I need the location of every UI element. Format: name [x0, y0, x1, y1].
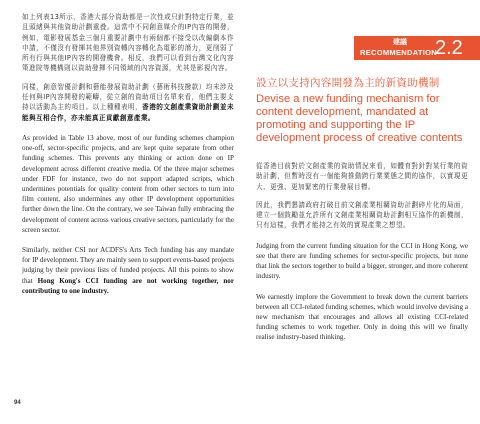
left-en-paragraph-2-bold: Hong Kong's CCI funding are not working together, nor contributing to one industry. [22, 276, 234, 295]
recommendation-label-zh: 建議 [393, 38, 407, 46]
left-en-paragraph-2 [22, 245, 234, 296]
right-en-paragraph-2: We earnestly implore the Government to break down the current barriers between all CCI-related funding schemes, which would involve devising a new mechanism that encourages and allows all existing CCI-related funding schemes to work together. Only in doing this will we finally realise industry-based thinking. [256, 292, 468, 342]
recommendation-label-en: RECOMMENDATION [360, 48, 437, 57]
left-en-paragraph-2-text: Similarly, neither CSI nor ACDFS's Arts Tech funding has any mandate for IP development. They are mainly seen to support events-based projects judging by their previous lists of funded projects. All this points to show that [22, 246, 234, 285]
right-zh-paragraph-1: 從香港目前對於文創產業的資助情況來看，如體育對針對某行業的資助計劃，但暫時沒有一個能夠推動跨行業業態之間的協作，以實現更大、更強、更加緊密的行業發展目標。 [256, 162, 468, 191]
left-zh-paragraph-2 [22, 82, 234, 123]
right-zh-paragraph-2: 因此，我們懇請政府打破目前文創產業相關資助計劃碎片化的局面，建立一個鼓勵並允許所有文創產業相關資助計劃相互協作的新機制，只有這樣，我們才能持之有效的實現產業之想望。 [256, 200, 468, 230]
recommendation-title-en: Devise a new funding mechanism for content development, mandated at promoting and supporting the IP development process of creative contents [256, 93, 463, 144]
left-zh-paragraph-1: 如上列表13所示，香港大部分資助都是一次性或只針對特定行業，並且頭緒與其他資助計劃重叠。這當中不同創意媒介的IP內容的開發，例如，電影發展基金三個月重要計劃中有兩個都不接受以改編劇本作申請，不僅沒有發揮其他界別資轉內容轉化為電影的潛力，更削弱了所有行與其他IP內容的開發機會。相反，我們可以看到台灣文化內容策進院等機構則以資助發揮不同領域的內容資源，尤其是影視內容。 [22, 13, 235, 73]
right-column [256, 38, 468, 343]
left-column [22, 12, 234, 296]
left-en-paragraph-1: As provided in Table 13 above, most of our funding schemes champion one-off, sector-specific projects, and are kept quite separate from other funding schemes. This prevents any thinking or action done on IP development across different creative media. Of the three major schemes under FDF for instance, two do not support adapted scripts, which undermines potentials for quality content from other sectors to turn into film content, also undermines any other IP development opportunities further down the line. On the contrary, we see Taiwan fully embracing the development of content across various creative sectors, particularly for the screen sector. [22, 133, 234, 234]
recommendation-number: 2.2 [435, 37, 463, 59]
left-zh-paragraph-2-bold: 香港的文創產業資助計劃並未能與互相合作，亦未能真正貢獻創意產業。 [22, 103, 234, 122]
page-number: 94 [14, 400, 21, 406]
left-zh-paragraph-2-text: 同樣，創意智優計劃和藝能發展資助計劃（藝術科技撥款）均未涉及任何與IP內容開發的範疇，從立創的資助項目名單來看，他們主要支持以活動為主的項目。以上種種表明， [22, 82, 234, 112]
recommendation-title-zh: 設立以支持內容開發為主的新資助機制 [256, 77, 440, 89]
right-en-paragraph-1: Judging from the current funding situation for the CCI in Hong Kong, we see that there are funding schemes for sector-specific projects, but none that link the sectors together to build a bigger, stronger, and more coherent industry. [256, 241, 468, 281]
